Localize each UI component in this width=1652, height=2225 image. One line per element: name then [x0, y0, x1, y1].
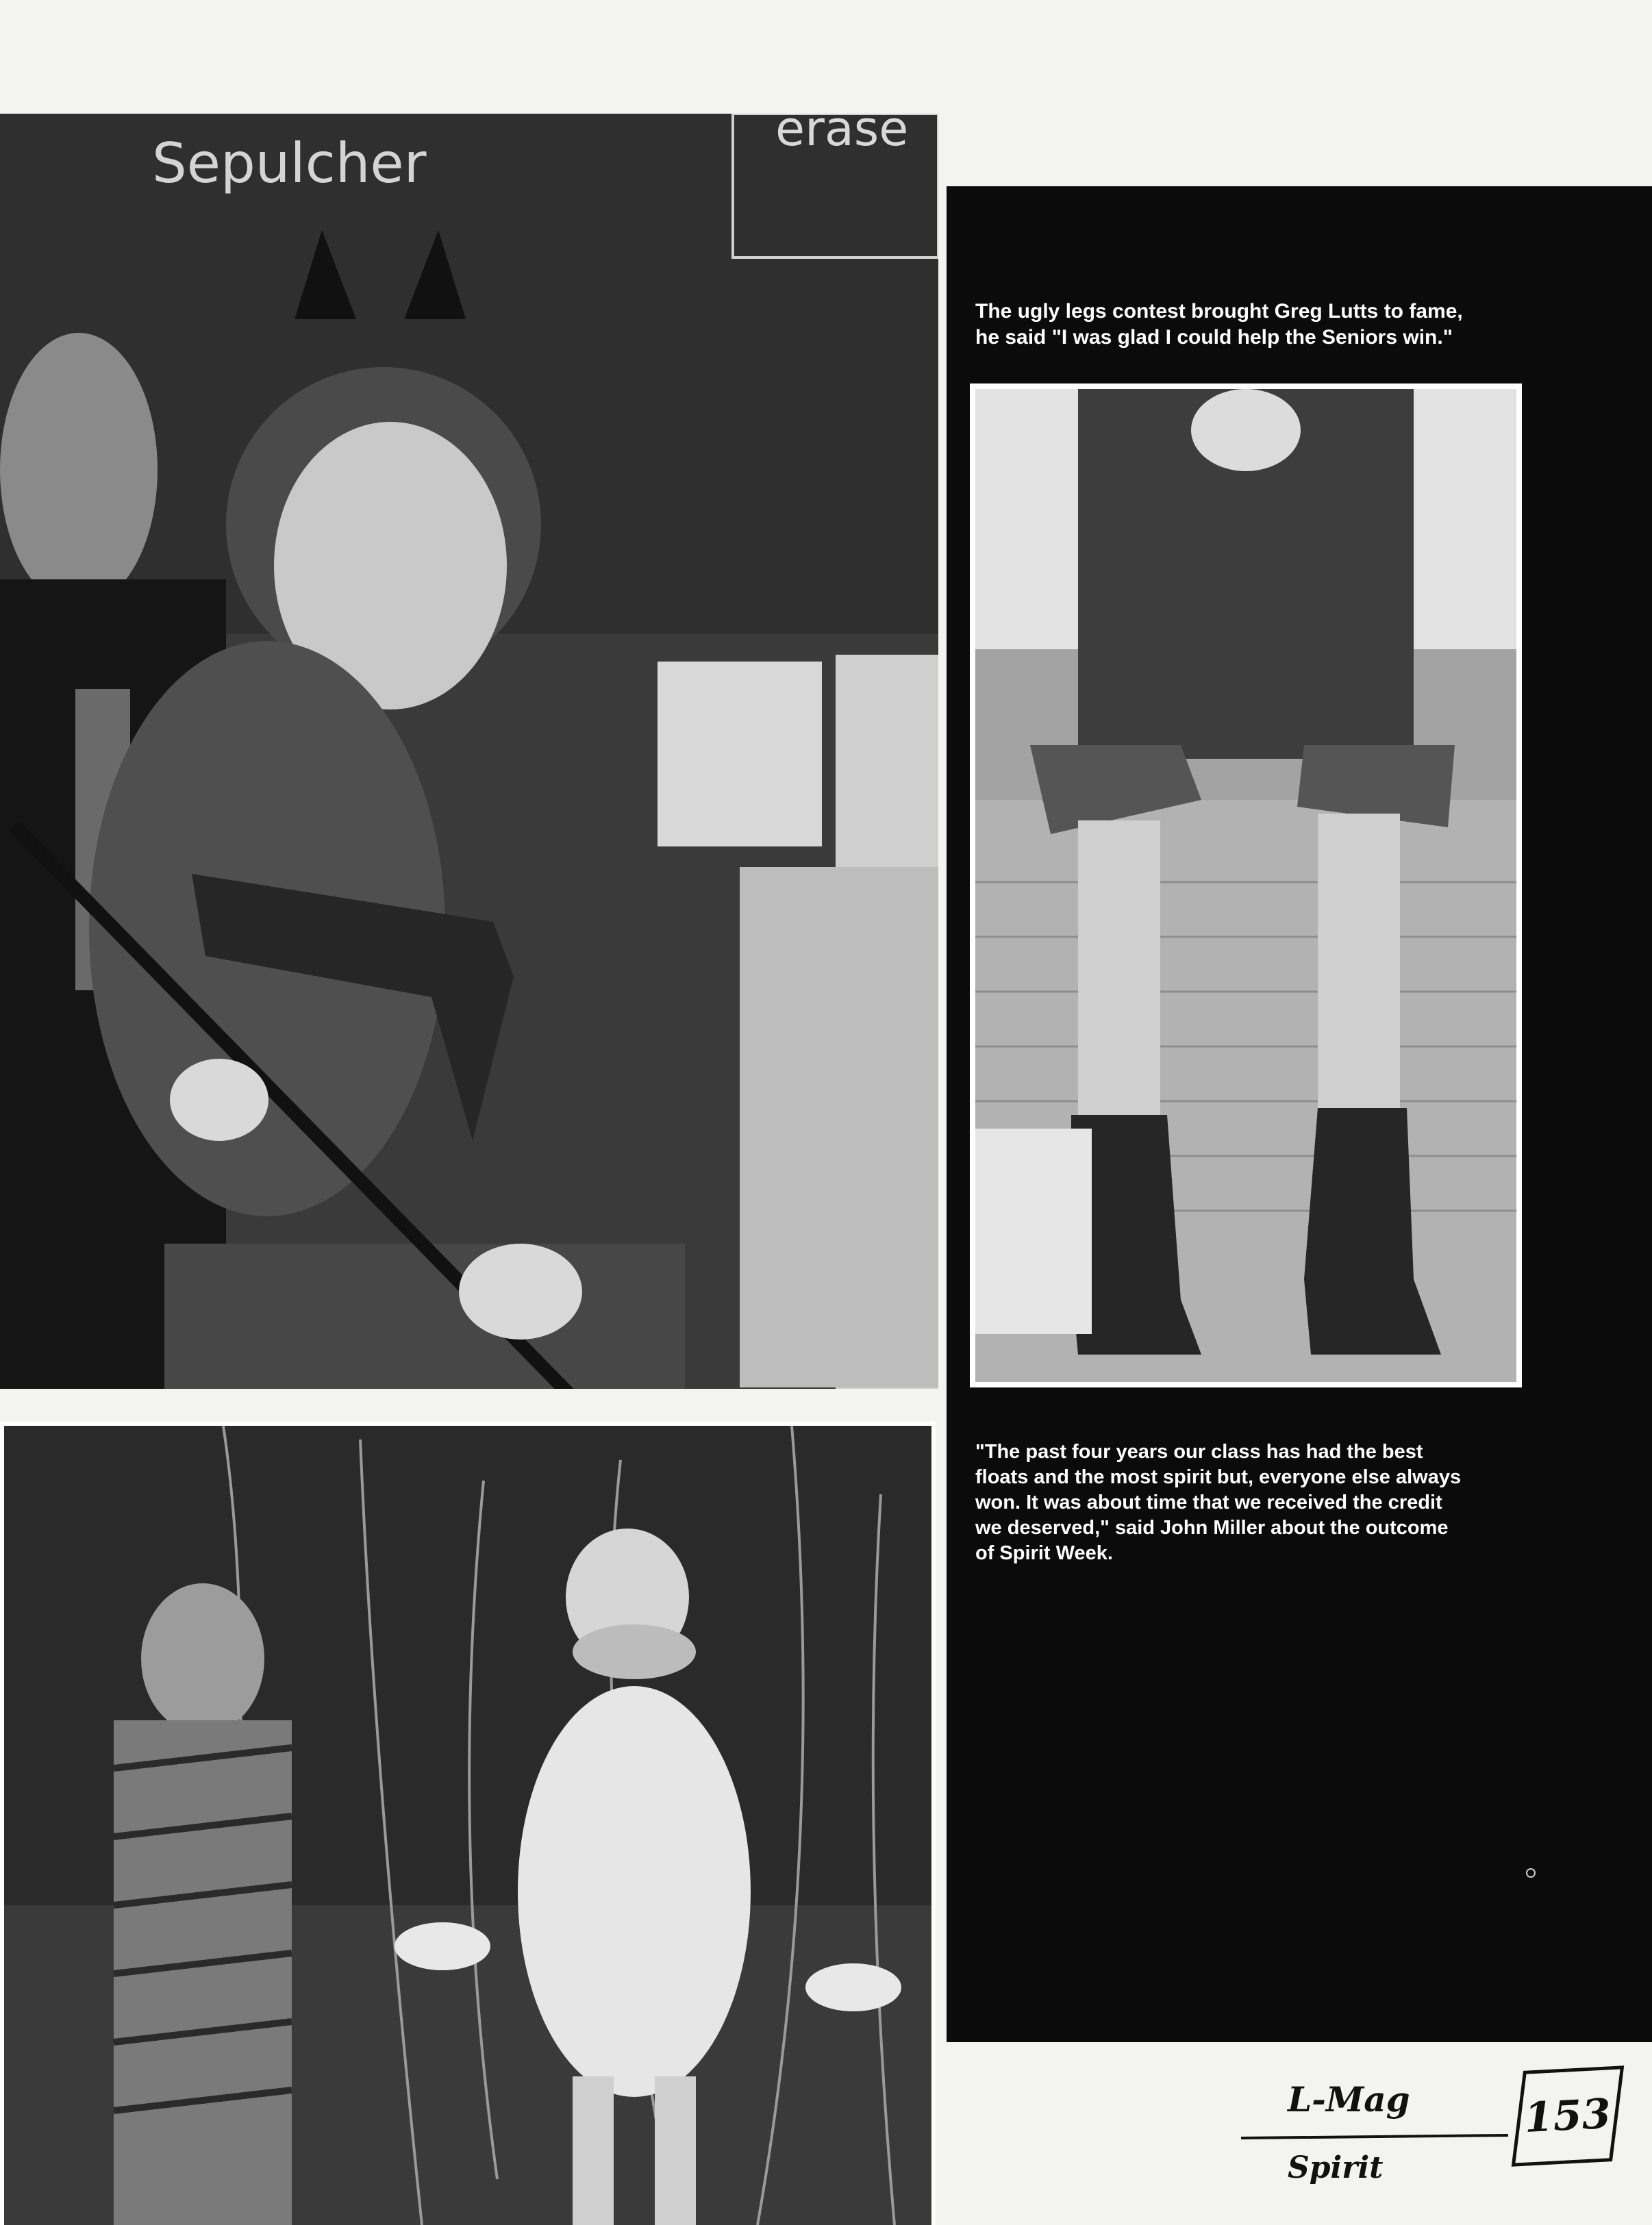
- chalkboard-word-erase: erase: [775, 114, 909, 157]
- photo-devil-costume: [0, 114, 938, 1389]
- photo-tiger-and-duck: [0, 1422, 936, 2225]
- decorative-dot: [1526, 1868, 1536, 1878]
- caption-john-miller-quote: "The past four years our class has had the best floats and the most spirit but, everyone else always won. It was about time that we received the credit we deserved," said John Miller about the outcome of Spirit Week.: [975, 1441, 1462, 1564]
- caption-ugly-legs: The ugly legs contest brought Greg Lutts to fame, he said "I was glad I could help the Seniors win.": [975, 300, 1463, 349]
- page-number-box: [1512, 2065, 1624, 2166]
- footer-section-title: Spirit: [1288, 2150, 1384, 2185]
- page-number: 153: [1523, 2090, 1613, 2142]
- chalkboard-word-sepulcher: Sepulcher: [152, 131, 427, 195]
- footer-magazine-title: L-Mag: [1288, 2079, 1410, 2120]
- photo-ugly-legs: [970, 384, 1522, 1387]
- footer-rule: [1241, 2134, 1508, 2139]
